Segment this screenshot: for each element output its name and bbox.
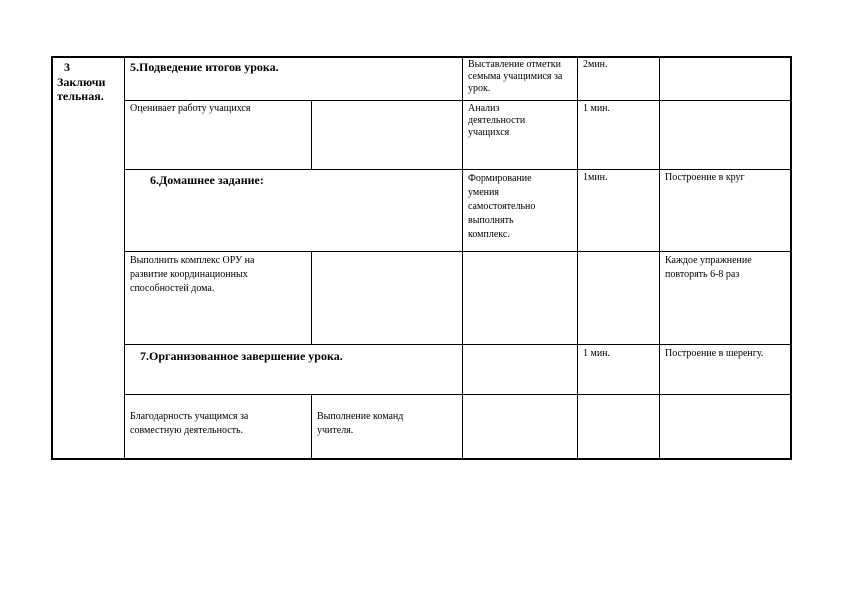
stage-name-line1: Заключи <box>57 75 106 89</box>
stage-number: 3 <box>64 60 70 74</box>
row4-org: Каждое упражнение повторять 6-8 раз <box>665 255 752 280</box>
row1-task: Выставление отметки семыма учащимися за урок. <box>468 59 563 94</box>
stage-name-line2: тельная. <box>57 89 104 103</box>
row5-org: Построение в шеренгу. <box>665 348 764 359</box>
row5-task-cell <box>462 344 578 395</box>
row4-time-cell <box>577 251 660 345</box>
row6-student: Выполнение команд учителя. <box>317 411 404 436</box>
row5-time: 1 мин. <box>583 348 611 359</box>
row4-task-cell <box>462 251 578 345</box>
row6-task-cell <box>462 394 578 460</box>
row3-org: Построение в круг <box>665 172 745 183</box>
row3-time: 1мин. <box>583 172 608 183</box>
row2-student-cell <box>311 100 463 170</box>
row2-org-cell <box>659 100 792 170</box>
row2-time: 1 мин. <box>583 103 611 114</box>
row2-task: Анализ деятельности учащихся <box>468 103 526 138</box>
row6-org-cell <box>659 394 792 460</box>
row4-teacher: Выполнить комплекс ОРУ на развитие координационных способностей дома. <box>130 255 255 294</box>
row6-teacher: Благодарность учащимся за совместную деятельность. <box>130 411 249 436</box>
row1-time: 2мин. <box>583 59 608 70</box>
row4-student-cell <box>311 251 463 345</box>
stage-cell <box>51 56 125 460</box>
row3-task: Формирование умения самостоятельно выполнять комплекс. <box>468 173 536 240</box>
row6-time-cell <box>577 394 660 460</box>
row3-title: 6.Домашнее задание: <box>150 173 264 187</box>
row1-title: 5.Подведение итогов урока. <box>130 60 279 74</box>
row1-org-cell <box>659 56 792 101</box>
row5-title: 7.Организованное завершение урока. <box>140 349 343 363</box>
row2-teacher: Оценивает работу учащихся <box>130 103 251 114</box>
